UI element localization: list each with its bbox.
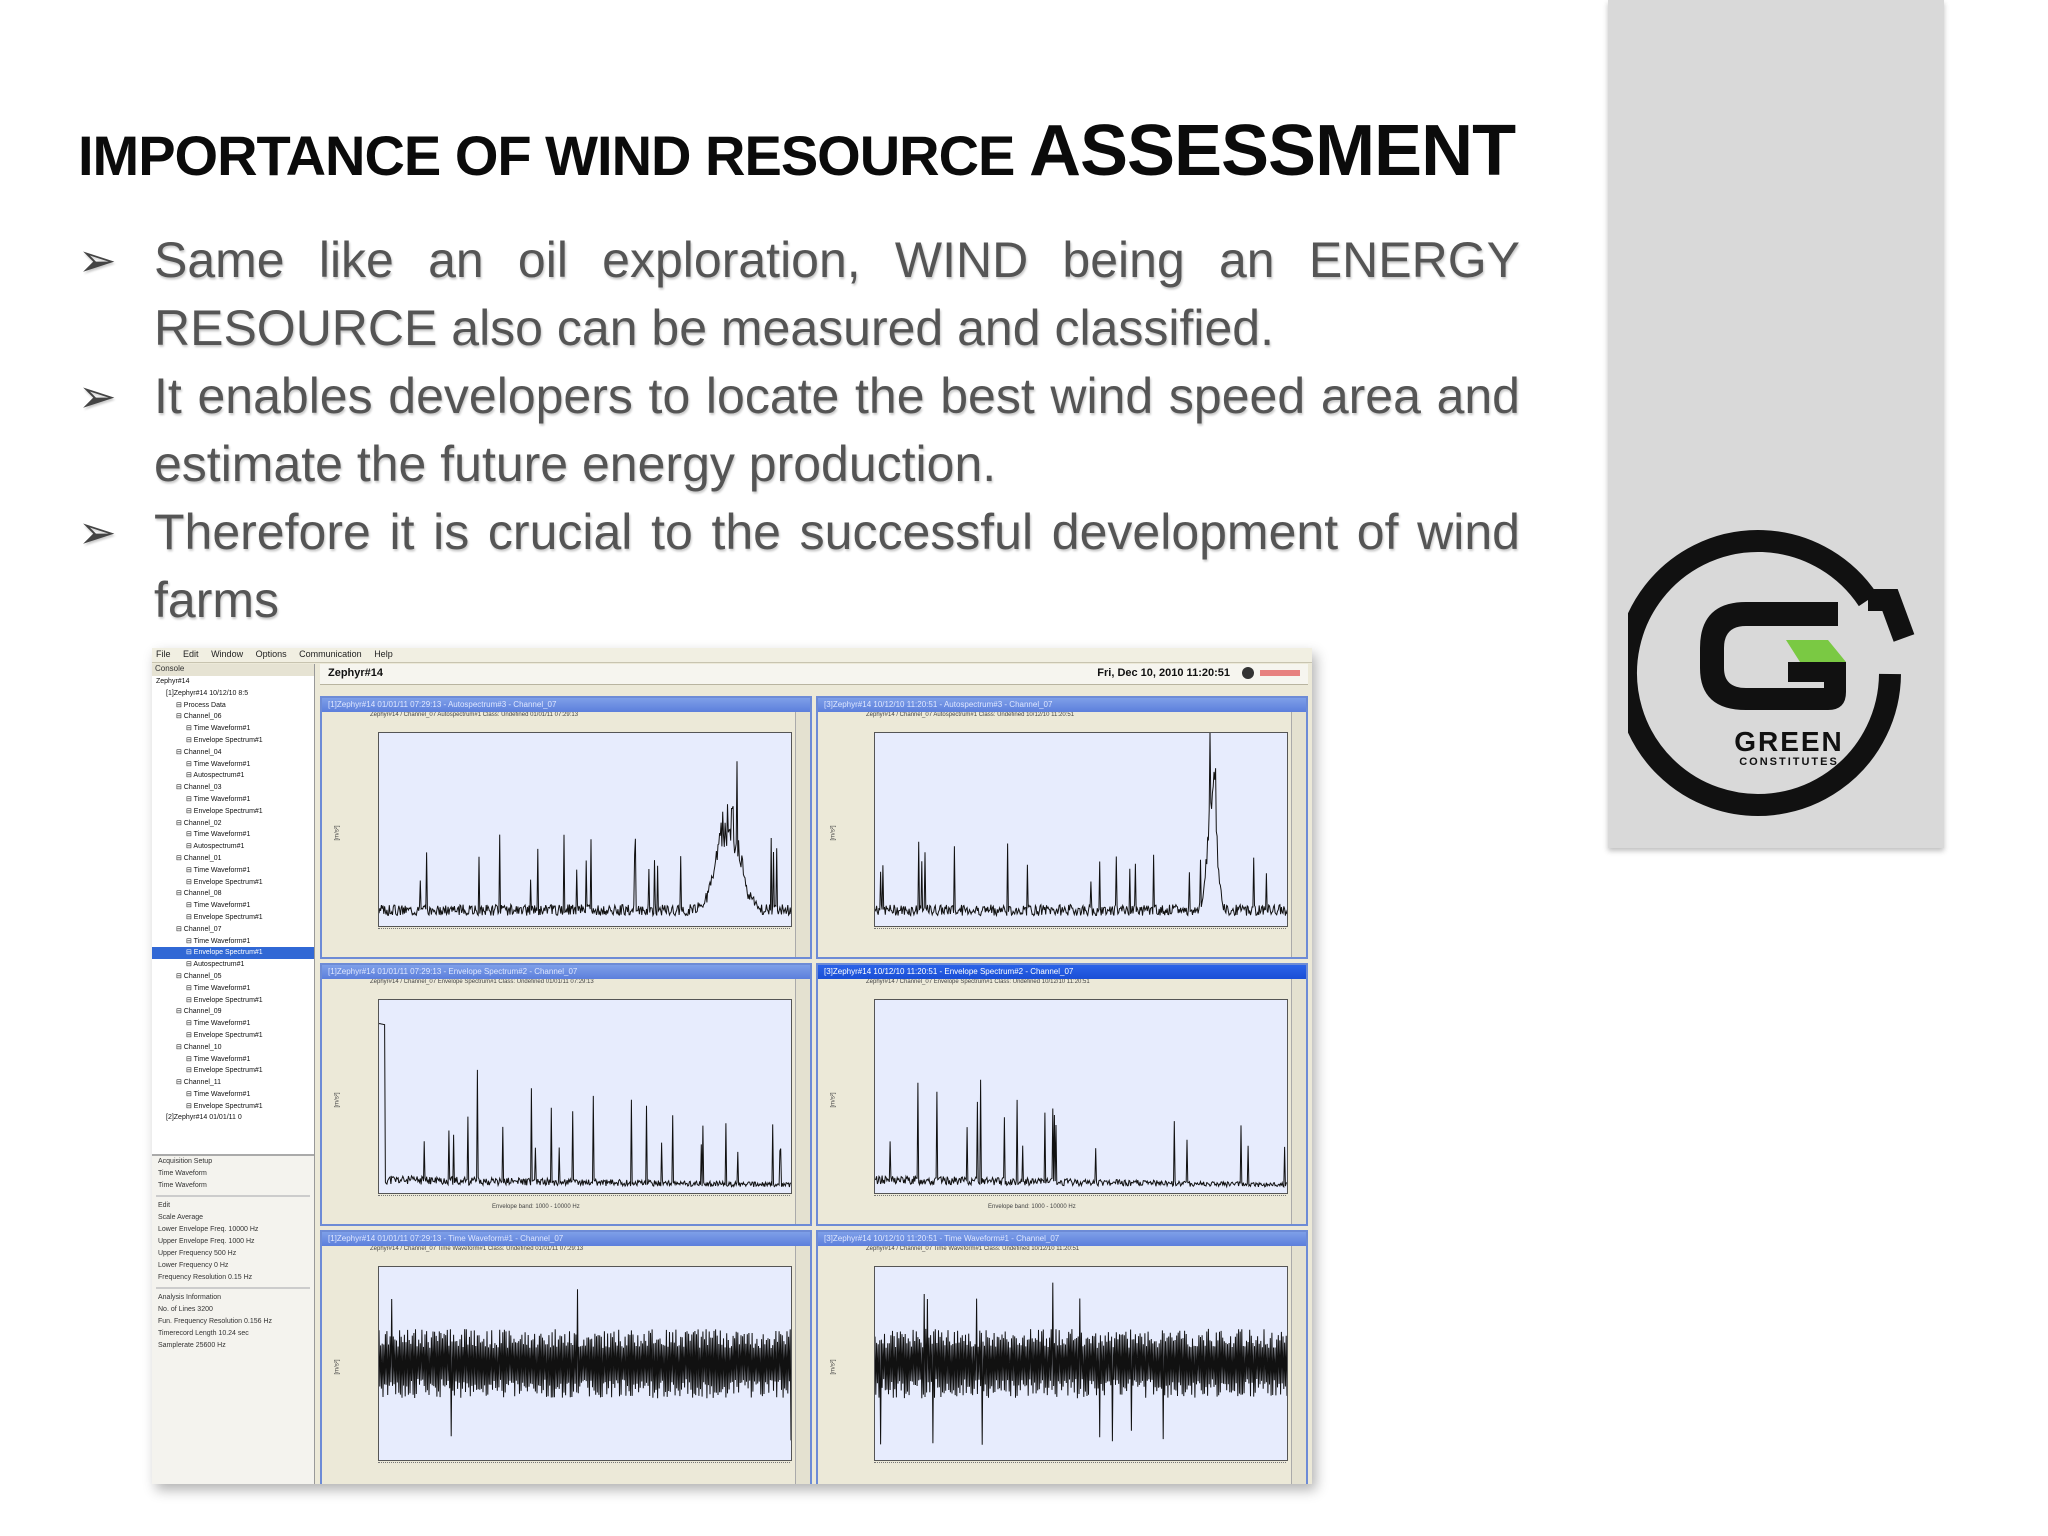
bullet-item — [78, 498, 1520, 634]
bullet-item — [78, 226, 1520, 362]
x-axis-ticks — [378, 928, 790, 933]
plot-area[interactable] — [378, 732, 792, 927]
plot-area[interactable] — [378, 1266, 792, 1461]
signal-line — [875, 1080, 1287, 1187]
menu-item[interactable]: Edit — [183, 649, 199, 659]
plot-panel[interactable] — [816, 1230, 1308, 1484]
x-axis-ticks — [874, 1195, 1286, 1200]
prop-row[interactable]: Scale Average — [158, 1214, 204, 1221]
signal-line — [379, 761, 791, 915]
y-axis-unit: [m/s²] — [334, 1359, 341, 1374]
tree-item[interactable]: ⊟ Channel_10 — [176, 1043, 222, 1051]
y-axis-unit: [m/s²] — [334, 1092, 341, 1107]
tree-item[interactable]: ⊟ Channel_01 — [176, 854, 222, 862]
menu-bar — [152, 648, 1312, 663]
bullet-list — [78, 226, 1520, 634]
panel-side-tab[interactable] — [795, 1246, 810, 1484]
prop-separator — [156, 1287, 310, 1289]
y-axis-unit: [m/s²] — [830, 1092, 837, 1107]
vibration-software-screenshot — [152, 648, 1312, 1484]
tree-item[interactable]: ⊟ Envelope Spectrum#1 — [186, 1102, 263, 1110]
plot-info: Zephyr#14 / Channel_07 Envelope Spectrum#1 Class: Undefined 01/01/11 07:29:13 — [370, 979, 594, 985]
signal-line — [875, 1283, 1287, 1445]
y-axis-unit: [m/s²] — [830, 825, 837, 840]
title-part-1: IMPORTANCE OF WIND RESOURCE — [78, 124, 1029, 187]
prop-row[interactable]: Upper Frequency 500 Hz — [158, 1250, 237, 1257]
tree-item[interactable]: [2]Zephyr#14 01/01/11 0 — [166, 1114, 242, 1122]
tree-item[interactable]: ⊟ Process Data — [176, 701, 226, 709]
plot-panel[interactable] — [320, 696, 812, 959]
title-part-2: ASSESSMENT — [1028, 111, 1516, 191]
panel-side-tab[interactable] — [1291, 979, 1306, 1224]
menu-item[interactable]: Window — [211, 649, 244, 659]
plot-trace — [379, 1267, 791, 1460]
signal-line — [379, 1289, 791, 1440]
tree-item[interactable]: ⊟ Autospectrum#1 — [186, 843, 245, 851]
plot-panel-title[interactable]: [1]Zephyr#14 01/01/11 07:29:13 - Envelope Spectrum#2 - Channel_07 — [322, 965, 810, 979]
tree-item[interactable]: ⊟ Envelope Spectrum#1 — [152, 947, 314, 959]
y-axis-unit: [m/s²] — [830, 1359, 837, 1374]
prop-row: Fun. Frequency Resolution 0.156 Hz — [158, 1318, 273, 1325]
plot-area[interactable] — [874, 999, 1288, 1194]
tree-item[interactable]: ⊟ Time Waveform#1 — [186, 1020, 251, 1028]
slide-title — [78, 110, 1515, 192]
plot-info: Zephyr#14 / Channel_07 Time Waveform#1 Class: Undefined 01/01/11 07:29:13 — [370, 1246, 584, 1252]
plot-area[interactable] — [378, 999, 792, 1194]
tree-item[interactable]: ⊟ Autospectrum#1 — [186, 772, 245, 780]
tree-item[interactable]: ⊟ Time Waveform#1 — [186, 760, 251, 768]
plot-panel-title[interactable]: [3]Zephyr#14 10/12/10 11:20:51 - Autospectrum#3 - Channel_07 — [818, 698, 1306, 712]
plot-panel[interactable] — [816, 696, 1308, 959]
plot-trace — [875, 733, 1287, 926]
tree-item[interactable]: ⊟ Time Waveform#1 — [186, 1055, 251, 1063]
x-axis-label: Envelope band: 1000 - 10000 Hz — [988, 1204, 1076, 1210]
panel-side-tab[interactable] — [795, 712, 810, 957]
x-axis-ticks — [874, 1462, 1286, 1467]
panel-side-tab[interactable] — [1291, 1246, 1306, 1484]
arrow-bullet-icon: ➢ — [78, 370, 117, 422]
logo-line-2: CONSTITUTES — [1739, 756, 1839, 768]
plot-info: Zephyr#14 / Channel_07 Autospectrum#1 Class: Undefined 01/01/11 07:29:13 — [370, 712, 579, 718]
prop-row: Acquisition Setup — [158, 1158, 213, 1165]
plot-panel[interactable] — [320, 1230, 812, 1484]
tree-item[interactable]: ⊟ Time Waveform#1 — [186, 984, 251, 992]
menu-item[interactable]: File — [156, 649, 171, 659]
prop-row: Time Waveform — [158, 1182, 207, 1189]
signal-line — [379, 1024, 791, 1188]
tree-item[interactable]: ⊟ Envelope Spectrum#1 — [186, 1067, 263, 1075]
tree-item[interactable]: [1]Zephyr#14 10/12/10 8:5 — [166, 689, 249, 697]
plot-trace — [379, 1000, 791, 1193]
prop-row: No. of Lines 3200 — [158, 1306, 213, 1313]
prop-row[interactable]: Upper Envelope Freq. 1000 Hz — [158, 1238, 255, 1245]
plot-panel[interactable] — [320, 963, 812, 1226]
tree-item[interactable]: ⊟ Envelope Spectrum#1 — [186, 878, 263, 886]
tree-item[interactable]: ⊟ Time Waveform#1 — [186, 795, 251, 803]
tree-item[interactable]: ⊟ Channel_02 — [176, 819, 222, 827]
plot-area[interactable] — [874, 1266, 1288, 1461]
bullet-text: It enables developers to locate the best wind speed area and estimate the future energy production. — [154, 368, 1520, 492]
plot-info: Zephyr#14 / Channel_07 Envelope Spectrum#1 Class: Undefined 10/12/10 11:20:51 — [866, 979, 1090, 985]
status-tag — [1260, 670, 1300, 676]
prop-row[interactable]: Lower Envelope Freq. 10000 Hz — [158, 1226, 259, 1233]
y-axis-unit: [m/s²] — [334, 825, 341, 840]
tree-item[interactable]: ⊟ Autospectrum#1 — [186, 961, 245, 969]
plot-area[interactable] — [874, 732, 1288, 927]
prop-row: Samplerate 25600 Hz — [158, 1342, 226, 1349]
tree-item[interactable]: ⊟ Channel_09 — [176, 1008, 222, 1016]
plot-panel-title[interactable]: [3]Zephyr#14 10/12/10 11:20:51 - Time Waveform#1 - Channel_07 — [818, 1232, 1306, 1246]
status-icon[interactable] — [1242, 667, 1254, 679]
plot-info: Zephyr#14 / Channel_07 Autospectrum#1 Class: Undefined 10/12/10 11:20:51 — [866, 712, 1075, 718]
tree-item[interactable]: ⊟ Time Waveform#1 — [186, 902, 251, 910]
tree-item[interactable]: ⊟ Time Waveform#1 — [186, 831, 251, 839]
tree-item[interactable]: ⊟ Envelope Spectrum#1 — [186, 807, 263, 815]
prop-row[interactable]: Frequency Resolution 0.15 Hz — [158, 1274, 253, 1281]
plot-panel-title[interactable]: [3]Zephyr#14 10/12/10 11:20:51 - Envelope Spectrum#2 - Channel_07 — [818, 965, 1306, 979]
prop-row: Timerecord Length 10.24 sec — [158, 1330, 249, 1337]
tree-header: Console — [152, 664, 314, 676]
plot-trace — [875, 1000, 1287, 1193]
tree-item[interactable]: ⊟ Time Waveform#1 — [186, 725, 251, 733]
x-axis-ticks — [378, 1195, 790, 1200]
x-axis-ticks — [378, 1462, 790, 1467]
arrow-bullet-icon: ➢ — [78, 506, 117, 558]
prop-separator — [156, 1195, 310, 1197]
device-name: Zephyr#14 — [328, 667, 384, 679]
tree-item[interactable]: ⊟ Channel_04 — [176, 748, 222, 756]
menu-item[interactable]: Options — [255, 649, 287, 659]
bullet-text: Same like an oil exploration, WIND being an ENERGY RESOURCE also can be measured and classified. — [154, 232, 1520, 356]
tree-item[interactable]: Zephyr#14 — [156, 678, 190, 685]
tree-item[interactable]: ⊟ Channel_03 — [176, 784, 222, 792]
tree-item[interactable]: ⊟ Channel_07 — [176, 925, 222, 933]
logo-mark-icon — [1628, 528, 1920, 820]
prop-row: Analysis Information — [158, 1294, 222, 1301]
plot-trace — [875, 1267, 1287, 1460]
device-date: Fri, Dec 10, 2010 11:20:51 — [1097, 667, 1230, 679]
tree-item[interactable]: ⊟ Envelope Spectrum#1 — [186, 736, 263, 744]
x-axis-ticks — [874, 928, 1286, 933]
panel-side-tab[interactable] — [1291, 712, 1306, 957]
prop-row: Edit — [158, 1202, 171, 1209]
plot-header-bar — [320, 664, 1308, 685]
tree-item[interactable]: ⊟ Envelope Spectrum#1 — [186, 913, 263, 921]
plot-panel[interactable] — [816, 963, 1308, 1226]
tree-item[interactable]: ⊟ Channel_08 — [176, 890, 222, 898]
tree-item[interactable]: ⊟ Envelope Spectrum#1 — [186, 996, 263, 1004]
menu-item[interactable]: Communication — [299, 649, 362, 659]
plot-info: Zephyr#14 / Channel_07 Time Waveform#1 Class: Undefined 10/12/10 11:20:51 — [866, 1246, 1080, 1252]
plot-trace — [379, 733, 791, 926]
bullet-item — [78, 362, 1520, 498]
plot-panel-title[interactable]: [1]Zephyr#14 01/01/11 07:29:13 - Autospectrum#3 - Channel_07 — [322, 698, 810, 712]
tree-item[interactable]: ⊟ Time Waveform#1 — [186, 866, 251, 874]
tree-item[interactable]: ⊟ Channel_06 — [176, 713, 222, 721]
bullet-text: Therefore it is crucial to the successful development of wind farms — [154, 504, 1520, 628]
prop-row: Time Waveform — [158, 1170, 207, 1177]
logo-line-1: GREEN — [1734, 726, 1844, 757]
x-axis-label: Envelope band: 1000 - 10000 Hz — [492, 1204, 580, 1210]
panel-side-tab[interactable] — [795, 979, 810, 1224]
green-constitutes-logo — [1628, 528, 1920, 820]
plot-panel-title[interactable]: [1]Zephyr#14 01/01/11 07:29:13 - Time Waveform#1 - Channel_07 — [322, 1232, 810, 1246]
signal-line — [875, 733, 1287, 916]
prop-row[interactable]: Lower Frequency 0 Hz — [158, 1262, 229, 1269]
tree-item[interactable]: ⊟ Channel_05 — [176, 972, 222, 980]
properties-panel — [152, 1154, 314, 1484]
tree-item[interactable]: ⊟ Envelope Spectrum#1 — [186, 1031, 263, 1039]
tree-item[interactable]: ⊟ Time Waveform#1 — [186, 1090, 251, 1098]
tree-item[interactable]: ⊟ Time Waveform#1 — [186, 937, 251, 945]
arrow-bullet-icon: ➢ — [78, 234, 117, 286]
menu-item[interactable]: Help — [374, 649, 393, 659]
tree-item[interactable]: ⊟ Channel_11 — [176, 1079, 222, 1087]
